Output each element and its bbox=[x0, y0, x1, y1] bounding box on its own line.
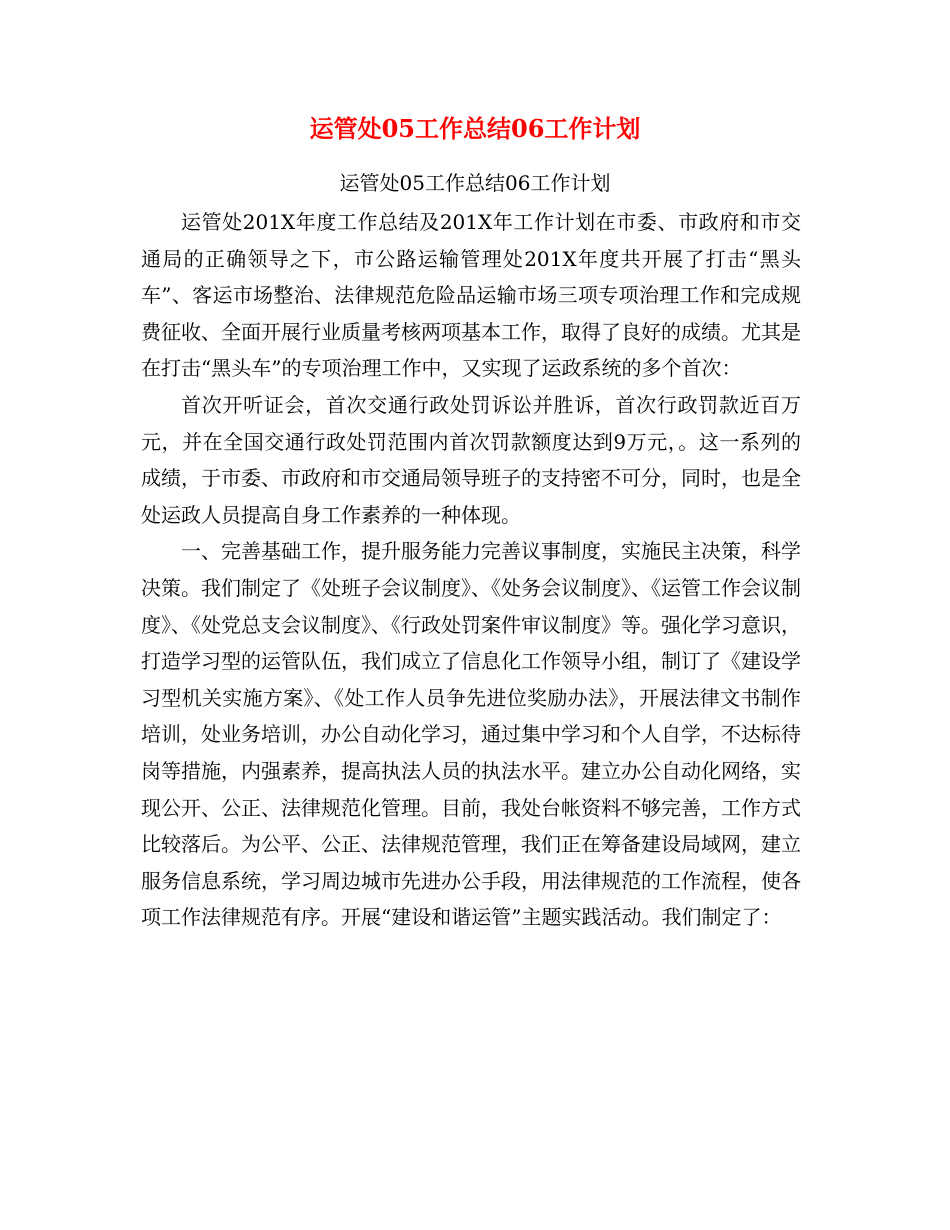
paragraph: 一、完善基础工作，提升服务能力完善议事制度，实施民主决策，科学决策。我们制定了《处班子会议制度》、《处务会议制度》、《运管工作会议制度》、《处党总支会议制度》、《行政处罚案件审议制度》等。强化学习意识，打造学习型的运管队伍，我们成立了信息化工作领导小组，制订了《建设学习型机关实施方案》、《处工作人员争先进位奖励办法》，开展法律文书制作培训，处业务培训，办公自动化学习，通过集中学习和个人自学，不达标待岗等措施，内强素养，提高执法人员的执法水平。建立办公自动化网络，实现公开、公正、法律规范化管理。目前，我处台帐资料不够完善，工作方式比较落后。为公平、公正、法律规范管理，我们正在筹备建设局域网，建立服务信息系统，学习周边城市先进办公手段，用法律规范的工作流程，使各项工作法律规范有序。开展“建设和谐运管”主题实践活动。我们制定了： bbox=[141, 539, 801, 930]
paragraph: 运管处201X年度工作总结及201X年工作计划在市委、市政府和市交通局的正确领导之下，市公路运输管理处201X年度共开展了打击“黑头车”、客运市场整治、法律规范危险品运输市场三项专项治理工作和完成规费征收、全面开展行业质量考核两项基本工作，取得了良好的成绩。尤其是在打击“黑头车”的专项治理工作中，又实现了运政系统的多个首次： bbox=[141, 210, 801, 381]
document-body bbox=[141, 204, 801, 936]
document-subtitle: 运管处05工作总结06工作计划 bbox=[339, 171, 611, 195]
document-title: 运管处05工作总结06工作计划 bbox=[309, 114, 641, 143]
paragraph: 首次开听证会，首次交通行政处罚诉讼并胜诉，首次行政罚款近百万元，并在全国交通行政处罚范围内首次罚款额度达到9万元，。这一系列的成绩，于市委、市政府和市交通局领导班子的支持密不可分，同时，也是全处运政人员提高自身工作素养的一种体现。 bbox=[141, 392, 801, 527]
